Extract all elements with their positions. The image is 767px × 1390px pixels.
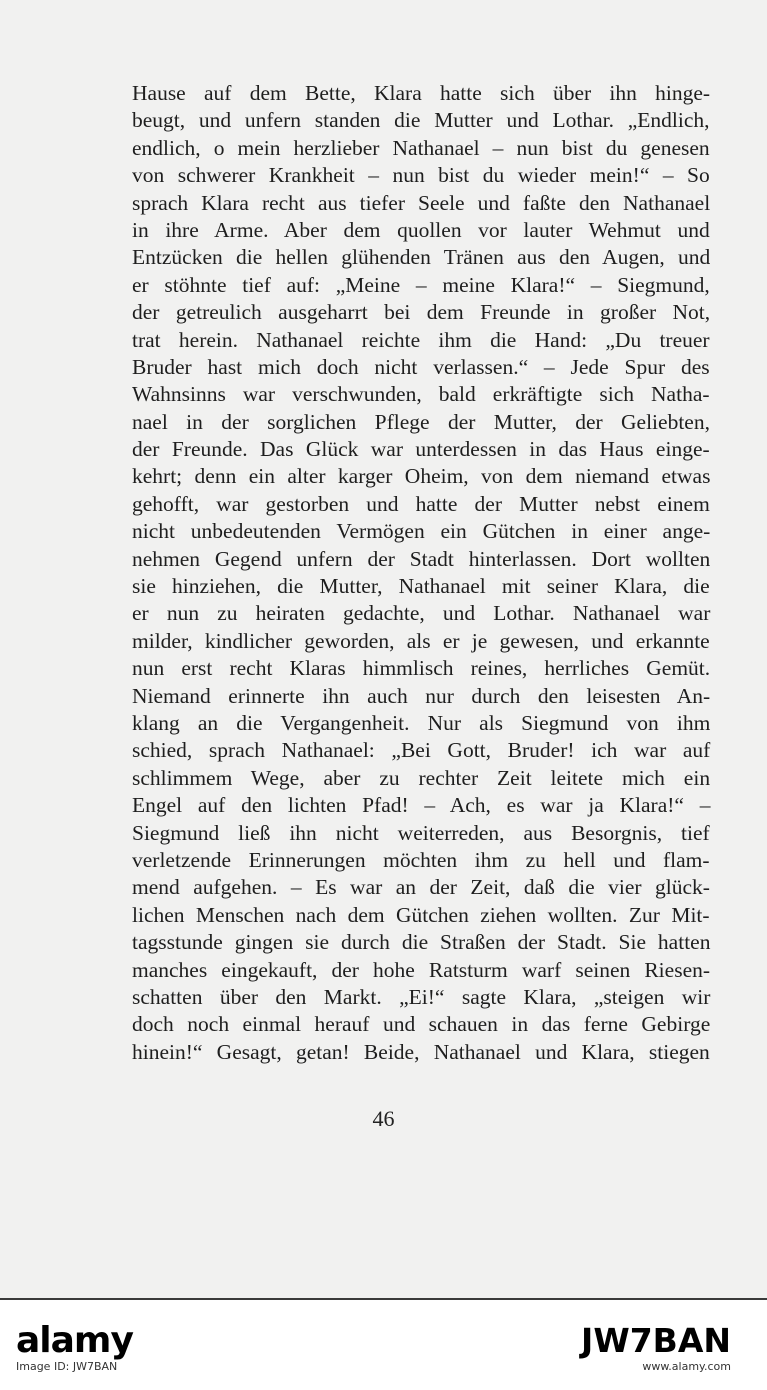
text-line: manches eingekauft, der hohe Ratsturm warf seinen Riesen- (132, 957, 711, 982)
text-line: nicht unbedeutenden Vermögen ein Gütchen in einer ange- (132, 519, 711, 544)
text-line: nael in der sorglichen Pflege der Mutter, der Geliebten, (132, 409, 710, 434)
image-code: JW7BAN (581, 1321, 731, 1360)
text-line: sprach Klara recht aus tiefer Seele und faßte den Nathanael (132, 190, 711, 215)
text-line: schied, sprach Nathanael: „Bei Gott, Bruder! ich war auf (132, 738, 711, 763)
text-line: Bruder hast mich doch nicht verlassen.“ – Jede Spur des (132, 354, 710, 379)
text-line: schatten über den Markt. „Ei!“ sagte Klara, „steigen wir (132, 984, 711, 1009)
text-line: doch noch einmal herauf und schauen in das ferne Gebirge (132, 1012, 711, 1037)
text-line: Niemand erinnerte ihn auch nur durch den leisesten An- (132, 683, 711, 708)
text-line: klang an die Vergangenheit. Nur als Siegmund von ihm (132, 710, 711, 735)
text-line: Engel auf den lichten Pfad! – Ach, es war ja Klara!“ – (132, 793, 711, 818)
text-line: trat herein. Nathanael reichte ihm die Hand: „Du treuer (132, 327, 710, 352)
text-line: sie hinziehen, die Mutter, Nathanael mit seiner Klara, die (132, 574, 710, 599)
text-line: endlich, o mein herzlieber Nathanael – nun bist du genesen (132, 135, 710, 160)
alamy-logo: alamy (16, 1320, 133, 1361)
text-line: Entzücken die hellen glühenden Tränen aus den Augen, und (132, 245, 711, 270)
text-line: mend aufgehen. – Es war an der Zeit, daß die vier glück- (132, 875, 710, 900)
text-line: milder, kindlicher geworden, als er je gewesen, und erkannte (132, 628, 710, 653)
text-line: verletzende Erinnerungen möchten ihm zu hell und flam- (132, 847, 710, 872)
text-line: kehrt; denn ein alter karger Oheim, von dem niemand etwas (132, 464, 711, 489)
text-line: Hause auf dem Bette, Klara hatte sich über ihn hinge- (132, 81, 711, 105)
text-line: gehofft, war gestorben und hatte der Mutter nebst einem (132, 491, 710, 516)
text-line: hinein!“ Gesagt, getan! Beide, Nathanael und Klara, stiegen (132, 1039, 710, 1064)
text-line: Siegmund ließ ihn nicht weiterreden, aus Besorgnis, tief (132, 820, 710, 845)
text-line: beugt, und unfern standen die Mutter und Lothar. „Endlich, (132, 108, 710, 133)
text-line: nehmen Gegend unfern der Stadt hinterlassen. Dort wollten (132, 546, 711, 571)
text-line: Wahnsinns war verschwunden, bald erkräftigte sich Natha- (132, 382, 710, 407)
site-url: www.alamy.com (642, 1360, 731, 1373)
text-line: der Freunde. Das Glück war unterdessen in das Haus einge- (132, 437, 710, 462)
body-text (132, 80, 710, 1066)
text-line: der getreulich ausgeharrt bei dem Freunde in großer Not, (132, 300, 711, 325)
text-line: lichen Menschen nach dem Gütchen ziehen wollten. Zur Mit- (132, 902, 710, 927)
text-line: von schwerer Krankheit – nun bist du wieder mein!“ – So (132, 163, 710, 188)
page-number: 46 (372, 1106, 395, 1131)
text-line: in ihre Arme. Aber dem quollen vor lauter Wehmut und (132, 217, 710, 242)
text-line: nun erst recht Klaras himmlisch reines, herrliches Gemüt. (132, 656, 711, 681)
text-line: er stöhnte tief auf: „Meine – meine Klara!“ – Siegmund, (132, 272, 710, 297)
text-line: er nun zu heiraten gedachte, und Lothar. Nathanael war (132, 601, 711, 626)
text-line: schlimmem Wege, aber zu rechter Zeit leitete mich ein (132, 765, 711, 790)
image-id-label: Image ID: JW7BAN (16, 1360, 118, 1373)
text-line: tagsstunde gingen sie durch die Straßen der Stadt. Sie hatten (132, 930, 711, 955)
